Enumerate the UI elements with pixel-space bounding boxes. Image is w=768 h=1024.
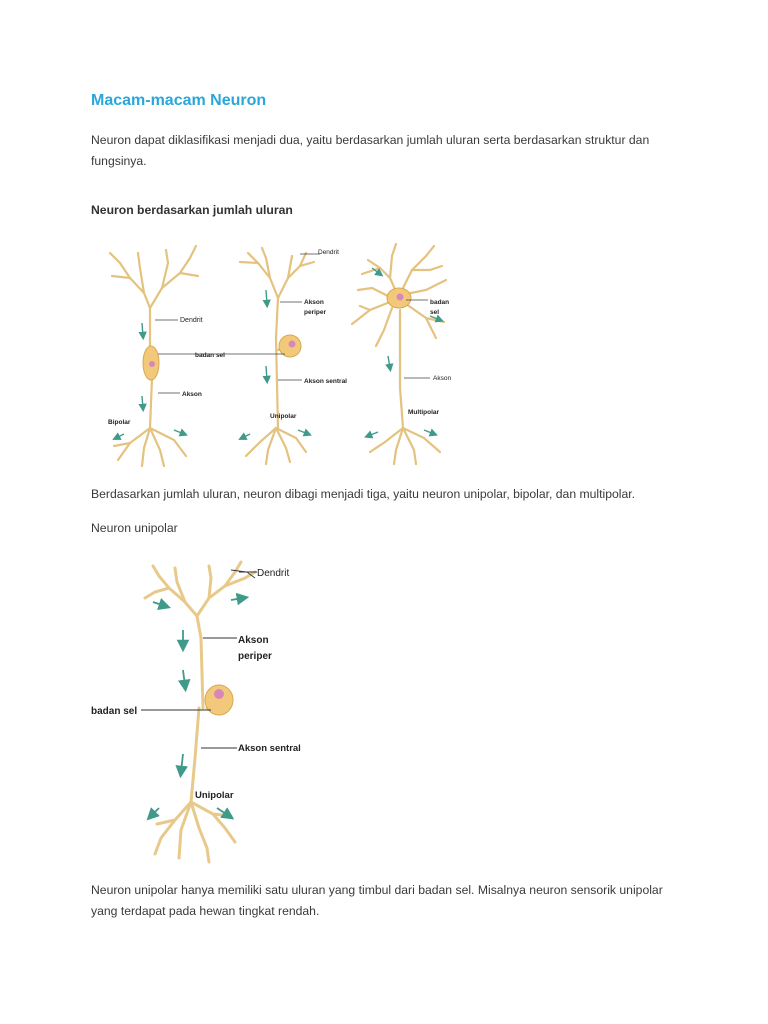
unipolar-small-akson-label: Akson — [304, 299, 324, 306]
unipolar-akson-label: Akson — [238, 635, 269, 646]
multipolar-sel-label: sel — [430, 309, 440, 316]
unipolar-small-name-label: Unipolar — [270, 413, 297, 420]
multipolar-neuron — [352, 244, 446, 464]
page-title: Macam-macam Neuron — [91, 92, 267, 109]
section-heading: Neuron berdasarkan jumlah uluran — [91, 203, 293, 217]
unipolar-akson-sentral-label: Akson sentral — [238, 743, 301, 754]
unipolar-dendrit-label: Dendrit — [257, 568, 290, 579]
unipolar-large-neuron — [145, 562, 255, 862]
unipolar-small-label-lines — [200, 254, 320, 380]
unipolar-small-akson-sentral-label: Akson sentral — [304, 378, 347, 385]
bipolar-name-label: Bipolar — [108, 419, 131, 426]
bipolar-dendrit-label: Dendrit — [180, 317, 203, 324]
bipolar-badan-sel-label: badan sel — [195, 352, 225, 359]
neuron-types-figure — [100, 238, 470, 470]
unipolar-figure — [85, 558, 335, 868]
unipolar-badan-sel-label: badan sel — [91, 706, 138, 717]
multipolar-badan-label: badan — [430, 299, 450, 306]
unipolar-paragraph: Neuron unipolar hanya memiliki satu uluran yang timbul dari badan sel. Misalnya neuron sensorik unipolar yang terdapat pada hewan tingkat rendah. — [91, 883, 663, 918]
bipolar-akson-label: Akson — [182, 391, 202, 398]
unipolar-small-periper-label: periper — [304, 309, 327, 316]
multipolar-name-label: Multipolar — [408, 409, 440, 416]
unipolar-heading: Neuron unipolar — [91, 521, 178, 535]
types-paragraph: Berdasarkan jumlah uluran, neuron dibagi menjadi tiga, yaitu neuron unipolar, bipolar, dan multipolar. — [91, 487, 636, 501]
multipolar-akson-label: Akson — [433, 375, 452, 382]
unipolar-periper-label: periper — [238, 651, 272, 662]
unipolar-large-nucleus — [214, 689, 224, 699]
unipolar-small-dendrit-label: Dendrit — [318, 249, 339, 256]
unipolar-name-label: Unipolar — [195, 790, 234, 801]
intro-paragraph: Neuron dapat diklasifikasi menjadi dua, yaitu berdasarkan jumlah uluran serta berdasarkan struktur dan fungsinya. — [91, 133, 650, 168]
